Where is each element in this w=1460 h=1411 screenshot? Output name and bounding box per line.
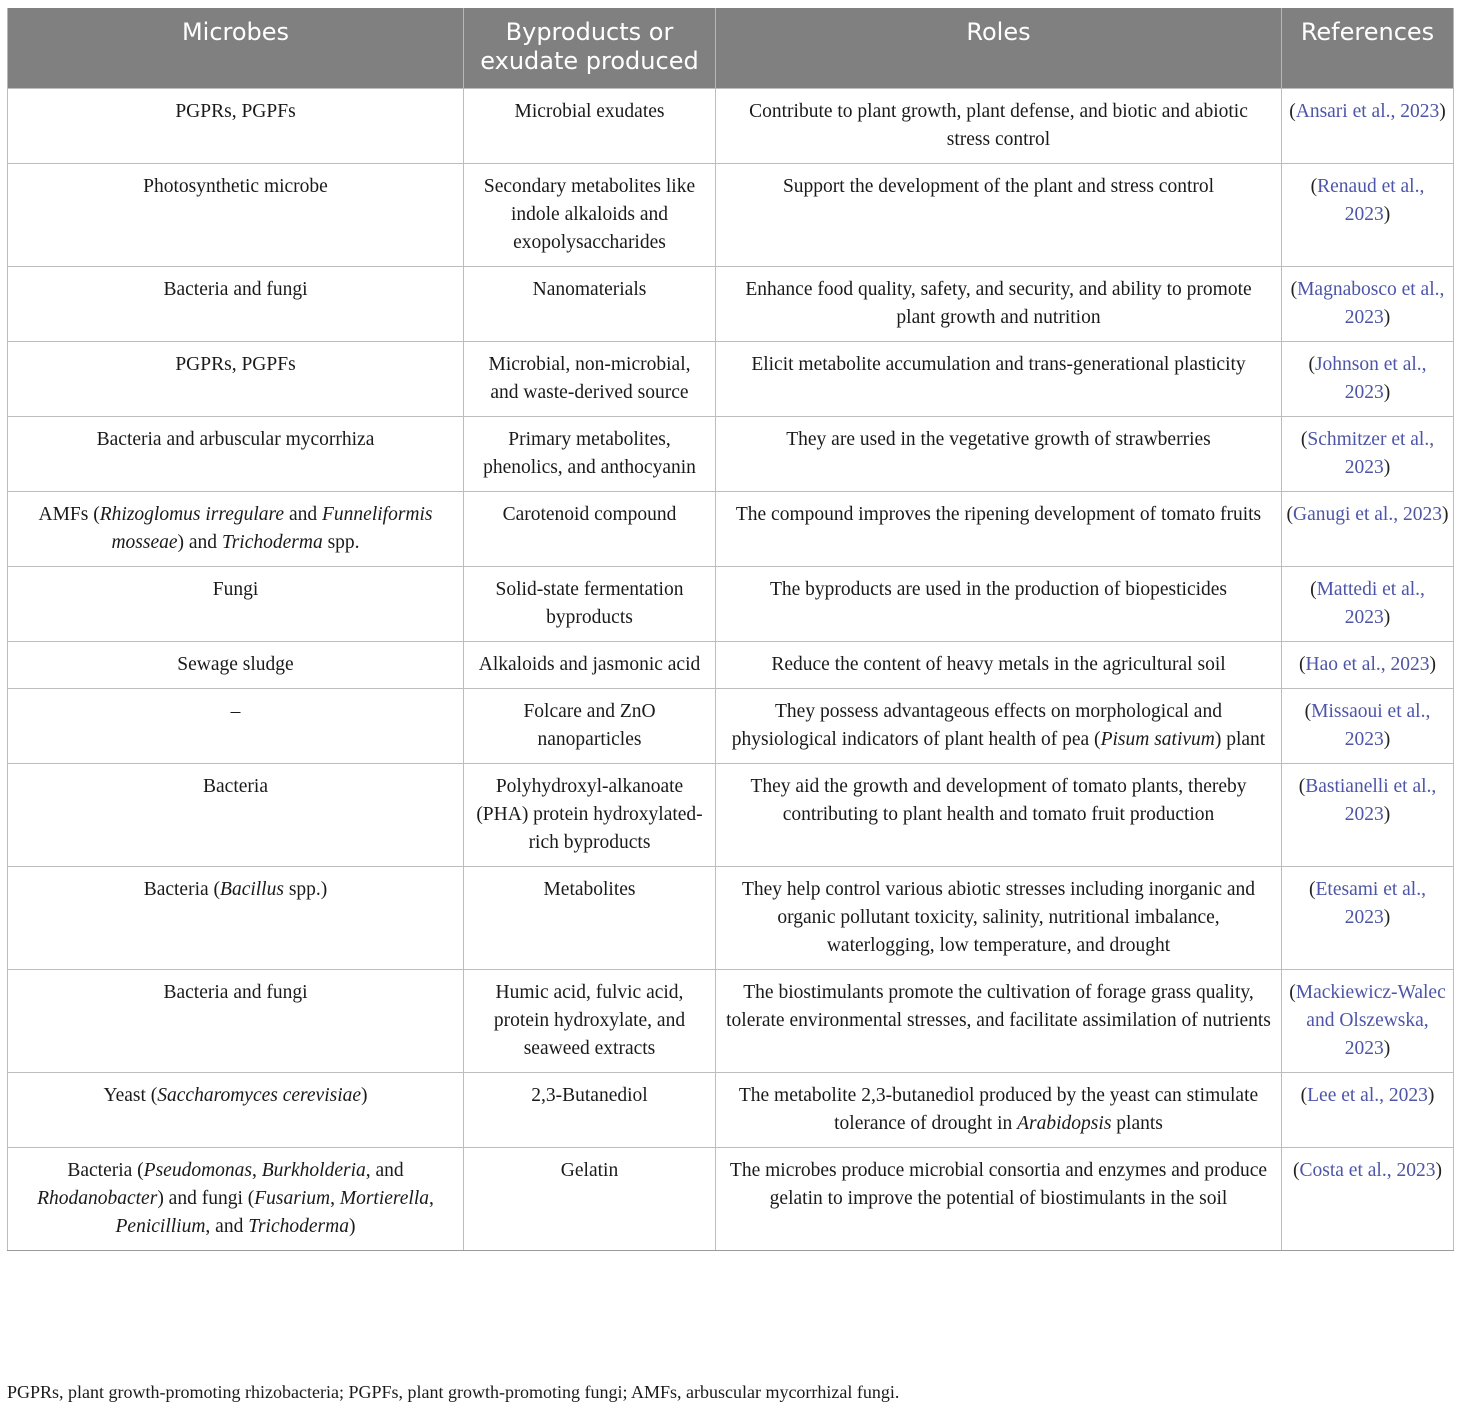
table-footnote: PGPRs, plant growth-promoting rhizobacteria; PGPFs, plant growth-promoting fungi; AMFs, arbuscular mycorrhizal fungi. [7, 1382, 900, 1402]
cell-roles: The metabolite 2,3-butanediol produced by the yeast can stimulate tolerance of drought in Arabidopsis plants [716, 1072, 1282, 1147]
italic-term: Bacillus [220, 878, 284, 900]
cell-byproducts: Secondary metabolites like indole alkaloids and exopolysaccharides [464, 163, 716, 266]
cell-byproducts: Primary metabolites, phenolics, and anthocyanin [464, 416, 716, 491]
cell-microbes: Bacteria and arbuscular mycorrhiza [8, 416, 464, 491]
header-byproducts: Byproducts or exudate produced [464, 8, 716, 88]
cell-roles: Elicit metabolite accumulation and trans-generational plasticity [716, 341, 1282, 416]
cell-reference: (Renaud et al., 2023) [1282, 163, 1454, 266]
cell-reference: (Schmitzer et al., 2023) [1282, 416, 1454, 491]
table-row [8, 1147, 1454, 1250]
reference-link[interactable]: Ansari et al., 2023 [1295, 100, 1440, 122]
table-row [8, 566, 1454, 641]
italic-term: Burkholderia [261, 1159, 366, 1181]
cell-byproducts: Solid-state fermentation byproducts [464, 566, 716, 641]
table-row [8, 641, 1454, 688]
reference-link[interactable]: Schmitzer et al., 2023 [1307, 428, 1435, 478]
cell-roles: Enhance food quality, safety, and security, and ability to promote plant growth and nutrition [716, 266, 1282, 341]
cell-reference: (Mackiewicz-Walec and Olszewska, 2023) [1282, 969, 1454, 1072]
cell-reference: (Bastianelli et al., 2023) [1282, 763, 1454, 866]
reference-link[interactable]: Lee et al., 2023 [1307, 1084, 1428, 1106]
table-container [7, 8, 1453, 1251]
cell-microbes: Bacteria and fungi [8, 266, 464, 341]
reference-link[interactable]: Mackiewicz-Walec and Olszewska, 2023 [1295, 981, 1446, 1059]
table-body [8, 88, 1454, 1250]
italic-term: Trichoderma [221, 531, 323, 553]
table-row [8, 866, 1454, 969]
cell-reference: (Ganugi et al., 2023) [1282, 491, 1454, 566]
cell-roles: The biostimulants promote the cultivation of forage grass quality, tolerate environmental stresses, and facilitate assimilation of nutrients [716, 969, 1282, 1072]
reference-link[interactable]: Bastianelli et al., 2023 [1305, 775, 1437, 825]
italic-term: Arabidopsis [1017, 1112, 1112, 1134]
cell-roles: Reduce the content of heavy metals in the agricultural soil [716, 641, 1282, 688]
cell-microbes: – [8, 688, 464, 763]
cell-roles: They possess advantageous effects on morphological and physiological indicators of plant health of pea (Pisum sativum) plant [716, 688, 1282, 763]
cell-microbes: AMFs (Rhizoglomus irregulare and Funneliformis mosseae) and Trichoderma spp. [8, 491, 464, 566]
reference-link[interactable]: Hao et al., 2023 [1305, 653, 1430, 675]
table-row [8, 416, 1454, 491]
italic-term: Trichoderma [248, 1215, 349, 1237]
cell-reference: (Missaoui et al., 2023) [1282, 688, 1454, 763]
cell-byproducts: Metabolites [464, 866, 716, 969]
cell-reference: (Hao et al., 2023) [1282, 641, 1454, 688]
cell-microbes: Photosynthetic microbe [8, 163, 464, 266]
reference-link[interactable]: Renaud et al., 2023 [1317, 175, 1425, 225]
cell-roles: Support the development of the plant and stress control [716, 163, 1282, 266]
italic-term: Penicillium [115, 1215, 206, 1237]
biostimulant-table [7, 8, 1454, 1251]
cell-byproducts: Microbial exudates [464, 88, 716, 163]
reference-link[interactable]: Costa et al., 2023 [1299, 1159, 1436, 1181]
reference-link[interactable]: Etesami et al., 2023 [1315, 878, 1426, 928]
cell-byproducts: Folcare and ZnO nanoparticles [464, 688, 716, 763]
cell-byproducts: Humic acid, fulvic acid, protein hydroxylate, and seaweed extracts [464, 969, 716, 1072]
cell-reference: (Ansari et al., 2023) [1282, 88, 1454, 163]
cell-microbes: PGPRs, PGPFs [8, 341, 464, 416]
italic-term: Rhizoglomus irregulare [99, 503, 285, 525]
reference-link[interactable]: Ganugi et al., 2023 [1293, 503, 1442, 525]
cell-microbes: Fungi [8, 566, 464, 641]
cell-byproducts: 2,3-Butanediol [464, 1072, 716, 1147]
cell-byproducts: Microbial, non-microbial, and waste-derived source [464, 341, 716, 416]
cell-roles: The byproducts are used in the production of biopesticides [716, 566, 1282, 641]
cell-roles: Contribute to plant growth, plant defense, and biotic and abiotic stress control [716, 88, 1282, 163]
cell-roles: The compound improves the ripening development of tomato fruits [716, 491, 1282, 566]
cell-byproducts: Alkaloids and jasmonic acid [464, 641, 716, 688]
table-row [8, 1072, 1454, 1147]
table-row [8, 763, 1454, 866]
cell-reference: (Costa et al., 2023) [1282, 1147, 1454, 1250]
cell-byproducts: Gelatin [464, 1147, 716, 1250]
table-row [8, 266, 1454, 341]
table-row [8, 969, 1454, 1072]
cell-roles: They help control various abiotic stresses including inorganic and organic pollutant toxicity, salinity, nutritional imbalance, waterlogging, low temperature, and drought [716, 866, 1282, 969]
italic-term: Fusarium [254, 1187, 331, 1209]
cell-microbes: Bacteria (Bacillus spp.) [8, 866, 464, 969]
header-roles: Roles [716, 8, 1282, 88]
cell-reference: (Mattedi et al., 2023) [1282, 566, 1454, 641]
italic-term: Mortierella [339, 1187, 430, 1209]
header-microbes: Microbes [8, 8, 464, 88]
cell-microbes: Bacteria and fungi [8, 969, 464, 1072]
cell-roles: They aid the growth and development of tomato plants, thereby contributing to plant health and tomato fruit production [716, 763, 1282, 866]
cell-byproducts: Polyhydroxyl-alkanoate (PHA) protein hydroxylated-rich byproducts [464, 763, 716, 866]
table-row [8, 341, 1454, 416]
reference-link[interactable]: Magnabosco et al., 2023 [1297, 278, 1445, 328]
italic-term: Saccharomyces cerevisiae [157, 1084, 362, 1106]
cell-reference: (Etesami et al., 2023) [1282, 866, 1454, 969]
italic-term: Rhodanobacter [37, 1187, 158, 1209]
cell-microbes: Sewage sludge [8, 641, 464, 688]
cell-reference: (Lee et al., 2023) [1282, 1072, 1454, 1147]
reference-link[interactable]: Missaoui et al., 2023 [1311, 700, 1431, 750]
cell-reference: (Johnson et al., 2023) [1282, 341, 1454, 416]
cell-microbes: PGPRs, PGPFs [8, 88, 464, 163]
cell-byproducts: Nanomaterials [464, 266, 716, 341]
italic-term: Pisum sativum [1100, 728, 1215, 750]
cell-byproducts: Carotenoid compound [464, 491, 716, 566]
cell-microbes: Bacteria [8, 763, 464, 866]
cell-reference: (Magnabosco et al., 2023) [1282, 266, 1454, 341]
italic-term: Funneliformis mosseae [111, 503, 433, 553]
reference-link[interactable]: Johnson et al., 2023 [1314, 353, 1427, 403]
italic-term: Pseudomonas [143, 1159, 252, 1181]
cell-roles: The microbes produce microbial consortia and enzymes and produce gelatin to improve the potential of biostimulants in the soil [716, 1147, 1282, 1250]
table-row [8, 163, 1454, 266]
table-row [8, 88, 1454, 163]
cell-microbes: Yeast (Saccharomyces cerevisiae) [8, 1072, 464, 1147]
header-row [8, 8, 1454, 88]
table-row [8, 688, 1454, 763]
cell-roles: They are used in the vegetative growth of strawberries [716, 416, 1282, 491]
cell-microbes: Bacteria (Pseudomonas, Burkholderia, and Rhodanobacter) and fungi (Fusarium, Mortierella, Penicillium, and Trichoderma) [8, 1147, 464, 1250]
header-references: References [1282, 8, 1454, 88]
reference-link[interactable]: Mattedi et al., 2023 [1316, 578, 1425, 628]
table-row [8, 491, 1454, 566]
